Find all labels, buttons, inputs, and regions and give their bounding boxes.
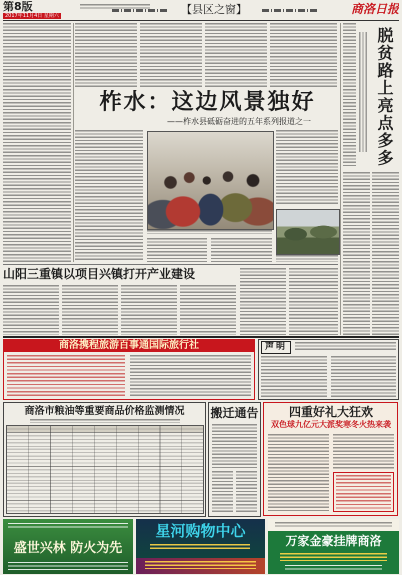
relocation-title: 搬迁通告 <box>210 406 259 420</box>
statement-text <box>295 342 396 351</box>
lottery-prize-text <box>336 475 391 509</box>
forestry-ad-text <box>8 523 128 529</box>
lottery-text <box>268 434 329 512</box>
photo-caption <box>147 230 272 234</box>
mall-ad-text <box>150 544 250 550</box>
section-rule <box>340 23 341 335</box>
section-title: 【县区之窗】 <box>181 3 247 16</box>
gold-ad-text <box>285 565 382 571</box>
mall-name: 星河购物中心 <box>155 522 246 540</box>
forestry-ad-text <box>8 562 128 570</box>
photo-caption <box>276 255 338 262</box>
shangnan-subtitle-text <box>359 32 367 152</box>
ads-divider <box>3 336 399 338</box>
price-table <box>6 425 204 514</box>
body-text-block <box>121 285 177 335</box>
zhashui-headline: 柞水：这边风景独好 <box>99 90 316 115</box>
body-text-block <box>3 23 71 262</box>
gold-ad-text <box>275 522 392 528</box>
column-rule <box>73 23 74 262</box>
forestry-slogan: 盛世兴林 防火为先 <box>13 541 123 556</box>
newspaper-logo: 商洛日报 <box>350 2 399 16</box>
body-text-block <box>211 238 272 262</box>
body-text-block <box>140 23 202 88</box>
relocation-text <box>212 424 257 468</box>
body-text-block <box>276 130 338 206</box>
zhashui-subtitle: ——柞水县砥砺奋进的五年系列报道之一 <box>167 117 311 126</box>
body-text-block <box>180 285 236 335</box>
body-text-block <box>343 23 356 168</box>
section-decoration-right <box>262 9 318 12</box>
gold-ad-text <box>280 553 387 562</box>
relocation-list <box>236 471 257 513</box>
relocation-list <box>212 471 233 513</box>
statement-title: 声明 <box>261 341 291 354</box>
body-text-block <box>205 23 267 88</box>
lottery-subtitle: 双色球九亿元大派奖寒冬火热来袭 <box>271 420 391 429</box>
body-text-block <box>3 285 59 335</box>
body-text-block <box>240 268 286 335</box>
market-photo <box>147 131 274 230</box>
travel-ad-text <box>130 355 251 397</box>
travel-ad-title: 商洛携程旅游百事通国际旅行社 <box>3 339 255 352</box>
lottery-title: 四重好礼大狂欢 <box>288 405 373 419</box>
travel-ad-text <box>7 355 125 397</box>
shangnan-headline: 脱贫路上亮点多多 <box>375 27 394 167</box>
section-decoration-left <box>112 9 168 12</box>
lottery-text <box>333 434 394 469</box>
body-text-block <box>75 130 143 262</box>
gold-title: 万家金豪挂牌商洛 <box>285 534 382 548</box>
page-number: 第8版 <box>3 1 33 13</box>
statement-text <box>261 356 327 397</box>
story-rule <box>3 264 338 265</box>
issue-date: 2017年11月4日 星期六 <box>5 13 59 19</box>
price-monitor-title: 商洛市粮油等重要商品价格监测情况 <box>24 406 185 417</box>
landscape-photo <box>276 209 340 255</box>
shanyang-headline: 山阳三重镇以项目兴镇打开产业建设 <box>3 267 196 281</box>
mall-ad-text <box>145 561 256 571</box>
body-text-block <box>372 172 399 335</box>
body-text-block <box>147 238 207 262</box>
body-text-block <box>343 172 370 335</box>
body-text-block <box>62 285 118 335</box>
body-text-block <box>270 23 337 88</box>
statement-text <box>331 356 396 397</box>
price-monitor-note <box>30 419 180 423</box>
masthead-rule <box>3 20 399 21</box>
body-text-block <box>289 268 338 335</box>
body-text-block <box>75 23 137 88</box>
